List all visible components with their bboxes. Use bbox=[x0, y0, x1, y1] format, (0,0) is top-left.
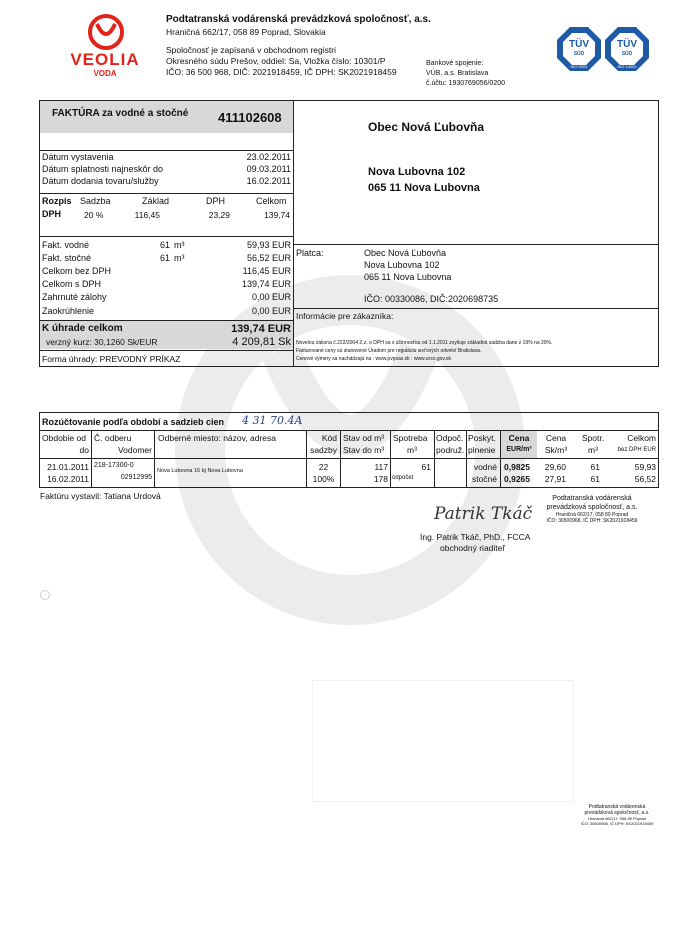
tuv-badge-iso: ISO 14001 bbox=[617, 64, 637, 69]
col-header: Stav do m³ bbox=[343, 445, 385, 455]
col-header: Cena bbox=[545, 433, 567, 443]
recipient-street: Nova Lubovna 102 bbox=[368, 166, 466, 178]
vat-cell: 23,29 bbox=[208, 210, 230, 220]
table-cell: Nova Lubovna 16 bj Nova Lubovna bbox=[157, 468, 243, 474]
issued-by: Faktúru vystavil: Tatiana Urdová bbox=[40, 491, 161, 501]
table-cell: 61 bbox=[590, 474, 600, 484]
col-header: Celkom bbox=[627, 433, 656, 443]
company-address: Hraničná 662/17, 058 89 Poprad, Slovakia bbox=[166, 27, 326, 37]
handwritten-note: 4 31 70.4A bbox=[242, 414, 303, 427]
payment-method: Forma úhrady: PREVODNÝ PRÍKAZ bbox=[42, 354, 181, 364]
company-ids: IČO: 36 500 968, DIČ: 2021918459, IČ DPH: SK2021918459 bbox=[166, 67, 397, 77]
tuv-badge-sub: SÜD bbox=[573, 51, 585, 57]
table-cell: vodné bbox=[473, 462, 497, 472]
company-stamp bbox=[522, 494, 662, 524]
bank-label: Bankové spojenie: bbox=[426, 60, 484, 67]
due-label: K úhrade celkom bbox=[42, 323, 123, 334]
info-line: Novelou zákona č.222/2004 Z.z. o DPH sa s účinnosťou od 1.1.2011 zvyšuje základná sadzba dane z 19% na 20%. bbox=[296, 340, 553, 346]
item-label: Fakt. stočné bbox=[42, 253, 92, 263]
brand-name: VEOLIA bbox=[70, 50, 140, 69]
item-value: 56,52 EUR bbox=[246, 253, 291, 263]
table-cell: 22 bbox=[318, 462, 329, 472]
item-unit: m³ bbox=[174, 240, 185, 250]
total-value: 0,00 EUR bbox=[251, 306, 291, 316]
invoice-title: FAKTÚRA za vodné a stočné bbox=[52, 108, 189, 119]
tuv-badge-label: TÜV bbox=[617, 39, 637, 50]
total-label: Zaokrúhlenie bbox=[42, 306, 95, 316]
invoice-number: 411102608 bbox=[218, 110, 282, 125]
col-header: m³ bbox=[407, 445, 417, 455]
item-unit: m³ bbox=[174, 253, 185, 263]
stamp-line: prevádzková spoločnosť, a.s. bbox=[584, 810, 650, 816]
veolia-logo bbox=[62, 12, 148, 82]
conversion-rate: verzný kurz: 30,1260 Sk/EUR bbox=[46, 337, 158, 347]
col-header: m³ bbox=[588, 445, 598, 455]
payer-street: Nova Lubovna 102 bbox=[364, 260, 440, 270]
payer-label: Platca: bbox=[296, 248, 324, 258]
table-cell: 218-17300-0 bbox=[94, 462, 134, 469]
stamp-line: Podtatranská vodárenská bbox=[588, 804, 646, 810]
vat-head: Rozpis bbox=[42, 196, 72, 206]
col-header: do bbox=[79, 445, 89, 455]
stamp-line: IČO: 36500968, IČ DPH: SK2021918459 bbox=[546, 518, 638, 524]
veolia-logo-icon bbox=[86, 12, 126, 52]
total-value: 139,74 EUR bbox=[241, 279, 291, 289]
col-header: Vodomer bbox=[117, 445, 152, 455]
bleed-through-box bbox=[312, 680, 574, 802]
col-header: Č. odberu bbox=[94, 433, 132, 443]
table-cell: 16.02.2011 bbox=[47, 474, 89, 484]
total-label: Zahrnuté zálohy bbox=[42, 292, 107, 302]
tuv-badge-9001 bbox=[556, 26, 602, 72]
item-qty: 61 bbox=[160, 240, 171, 250]
col-header: podruž. bbox=[436, 445, 465, 455]
col-header: EUR/m³ bbox=[506, 446, 532, 453]
table-cell: 117 bbox=[374, 462, 388, 472]
vat-head: Sadzba bbox=[80, 196, 111, 206]
table-cell: 02912995 bbox=[120, 474, 152, 481]
page-fold-icon bbox=[40, 590, 50, 600]
recipient-city: 065 11 Nova Lubovna bbox=[368, 182, 480, 194]
company-name: Podtatranská vodárenská prevádzková spoločnosť, a.s. bbox=[166, 14, 431, 25]
col-header: Sk/m³ bbox=[544, 445, 568, 455]
signer-name: Ing. Patrik Tkáč, PhD., FCCA bbox=[420, 532, 531, 542]
stamp-line: prevádzková spoločnosť, a.s. bbox=[546, 504, 638, 511]
company-reg-2: Okresného súdu Prešov, oddiel: Sa, Vložka číslo: 10301/P bbox=[166, 56, 386, 66]
table-cell: 61 bbox=[590, 462, 600, 472]
table-cell: 0,9825 bbox=[504, 462, 530, 472]
stamp-line: Podtatranská vodárenská bbox=[552, 495, 632, 502]
col-header: sadzby bbox=[310, 445, 337, 455]
total-label: Celkom s DPH bbox=[42, 279, 102, 289]
info-label: Informácie pre zákazníka: bbox=[296, 311, 394, 321]
col-header: Cena bbox=[508, 433, 530, 443]
table-cell: 100% bbox=[312, 474, 335, 484]
vat-head: Celkom bbox=[256, 196, 287, 206]
vat-cell: 20 % bbox=[84, 210, 104, 220]
payer-ids: IČO: 00330086, DIČ:2020698735 bbox=[364, 294, 499, 304]
lower-stamp bbox=[572, 804, 662, 826]
col-header: plnenie bbox=[468, 445, 496, 455]
table-cell: odpočet bbox=[392, 475, 414, 481]
table-cell: 61 bbox=[421, 462, 431, 472]
vat-head: Základ bbox=[142, 196, 170, 206]
col-header: Kód bbox=[321, 433, 337, 443]
table-cell: 56,52 bbox=[634, 474, 656, 484]
table-cell: 59,93 bbox=[634, 462, 656, 472]
col-header: bez DPH EUR bbox=[617, 447, 656, 453]
vat-cell: 139,74 bbox=[264, 210, 290, 220]
total-label: Celkom bez DPH bbox=[42, 266, 112, 276]
table-cell: stočné bbox=[471, 474, 497, 484]
date-value: 16.02.2011 bbox=[246, 176, 291, 186]
col-header: Spotr. bbox=[581, 433, 605, 443]
col-header: Obdobie od bbox=[42, 433, 86, 443]
table-cell: 0,9265 bbox=[504, 474, 530, 484]
bank-name: VÚB, a.s. Bratislava bbox=[426, 70, 489, 77]
tuv-badge-iso: ISO 9001 bbox=[570, 64, 588, 69]
recipient-name: Obec Nová Ľubovňa bbox=[368, 120, 485, 134]
stamp-line: IČO: 36500968, IČ DPH: SK2021918459 bbox=[580, 821, 654, 826]
item-label: Fakt. vodné bbox=[42, 240, 90, 250]
payer-name: Obec Nová Ľubovňa bbox=[364, 248, 447, 258]
total-value: 116,45 EUR bbox=[242, 266, 291, 276]
item-qty: 61 bbox=[160, 253, 171, 263]
bank-account: č.účtu: 1930769056/0200 bbox=[426, 80, 506, 87]
info-line: Cenové výmery sa nachádzajú na : www.pvpsas.sk : www.urso.gov.sk bbox=[296, 356, 451, 362]
tuv-badge-14001 bbox=[604, 26, 650, 72]
total-value: 0,00 EUR bbox=[251, 292, 291, 302]
company-reg-1: Spoločnosť je zapísaná v obchodnom registri bbox=[166, 45, 336, 55]
date-label: Dátum dodania tovaru/služby bbox=[42, 176, 159, 186]
vat-cell: DPH bbox=[42, 209, 62, 219]
stamp-line: Hraničná 662/17, 058 89 Poprad bbox=[555, 512, 629, 518]
stamp-line: Hraničná 662/17, 058 89 Poprad bbox=[588, 816, 646, 821]
item-value: 59,93 EUR bbox=[246, 240, 291, 250]
due-value: 139,74 EUR bbox=[231, 323, 291, 335]
col-header: Poskyt. bbox=[468, 433, 496, 443]
table-cell: 21.01.2011 bbox=[47, 462, 89, 472]
date-value: 09.03.2011 bbox=[246, 164, 291, 174]
tuv-badge-label: TÜV bbox=[569, 39, 589, 50]
date-label: Dátum splatnosti najneskôr do bbox=[42, 164, 164, 174]
date-value: 23.02.2011 bbox=[246, 152, 291, 162]
table-cell: 27,91 bbox=[544, 474, 566, 484]
info-line: Fakturované ceny sú stanovené Úradom pre reguláciu sieťových odvetví Bratislava. bbox=[296, 348, 482, 354]
col-header: Odpoč. bbox=[436, 433, 464, 443]
signature: Patrik Tkáč bbox=[434, 504, 533, 524]
col-header: Spotreba bbox=[393, 433, 428, 443]
col-header: Odberné miesto: názov, adresa bbox=[158, 433, 276, 443]
table-cell: 178 bbox=[373, 474, 388, 484]
table-cell: 29,60 bbox=[544, 462, 566, 472]
date-label: Dátum vystavenia bbox=[42, 152, 114, 162]
breakdown-title: Rozúčtovanie podľa období a sadzieb cien bbox=[42, 417, 224, 427]
due-sk: 4 209,81 Sk bbox=[232, 336, 291, 348]
vat-head: DPH bbox=[206, 196, 226, 206]
payer-city: 065 11 Nova Lubovna bbox=[364, 272, 452, 282]
tuv-badge-sub: SÜD bbox=[621, 51, 633, 57]
vat-cell: 116,45 bbox=[134, 210, 160, 220]
signer-role: obchodný riaditeľ bbox=[440, 543, 505, 553]
col-header: Stav od m³ bbox=[343, 433, 385, 443]
brand-sub: VODA bbox=[93, 69, 117, 78]
